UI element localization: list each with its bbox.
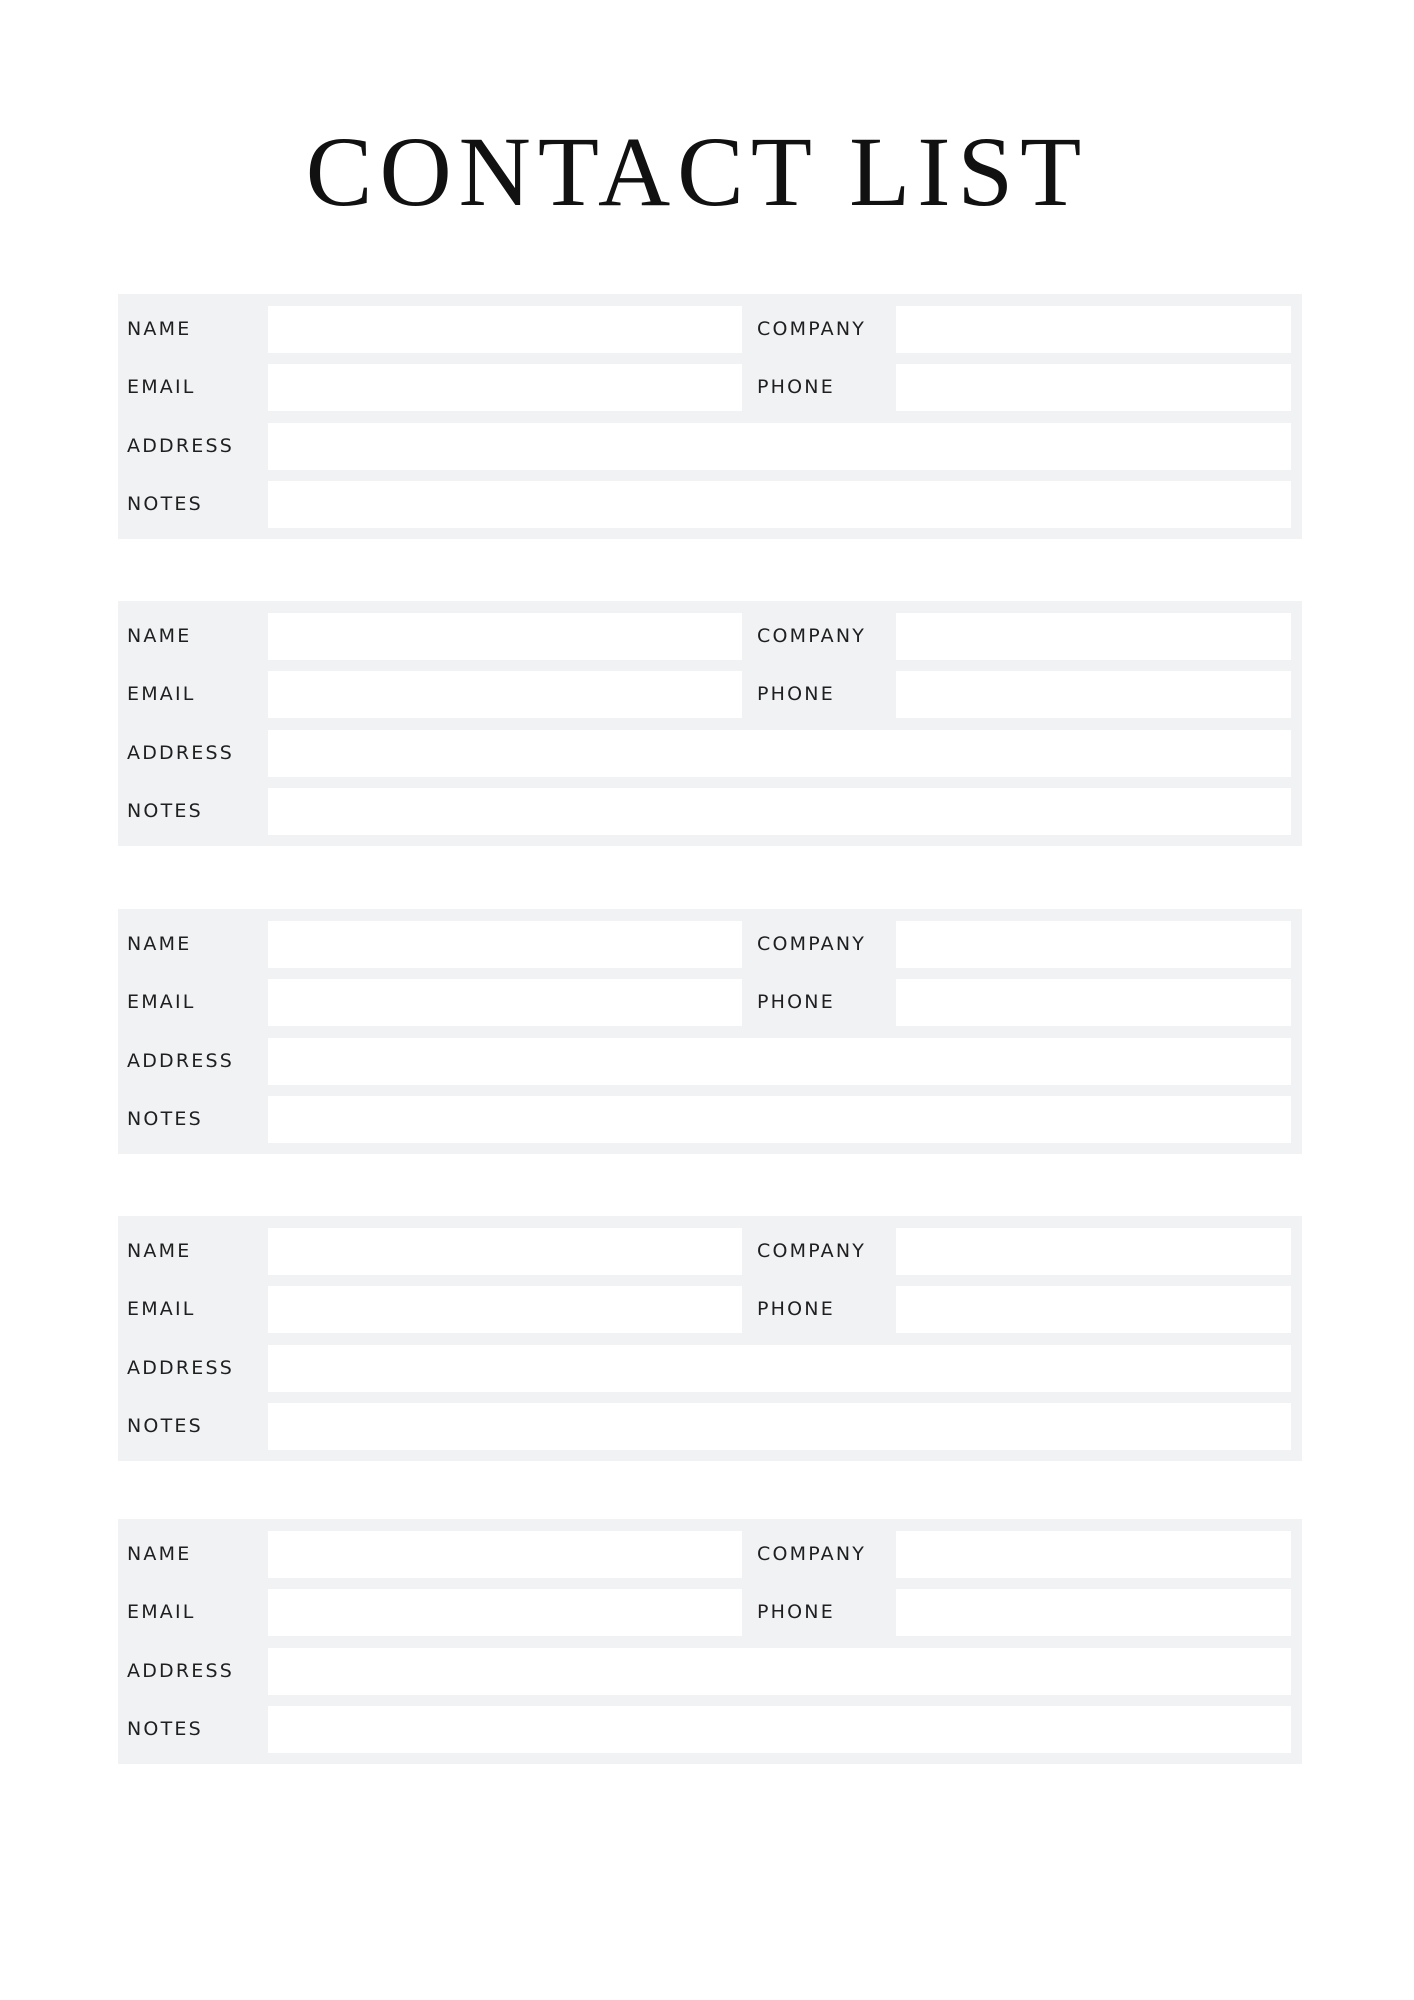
address-row xyxy=(118,1345,1302,1392)
page-title: CONTACT LIST xyxy=(305,116,1089,227)
name-label: NAME xyxy=(127,1543,192,1565)
name-company-row xyxy=(118,1228,1302,1275)
address-label: ADDRESS xyxy=(127,1050,234,1072)
email-label: EMAIL xyxy=(127,683,196,705)
notes-label: NOTES xyxy=(127,1718,203,1740)
name-field[interactable] xyxy=(268,1228,742,1275)
name-field[interactable] xyxy=(268,306,742,353)
address-label: ADDRESS xyxy=(127,1357,234,1379)
notes-label: NOTES xyxy=(127,1415,203,1437)
notes-row xyxy=(118,1096,1302,1143)
email-label: EMAIL xyxy=(127,376,196,398)
address-row xyxy=(118,423,1302,470)
company-label: COMPANY xyxy=(757,1543,867,1565)
address-field[interactable] xyxy=(268,1345,1291,1392)
company-field[interactable] xyxy=(896,1228,1291,1275)
email-field[interactable] xyxy=(268,979,742,1026)
company-field[interactable] xyxy=(896,1531,1291,1578)
email-label: EMAIL xyxy=(127,1601,196,1623)
email-phone-row xyxy=(118,979,1302,1026)
name-company-row xyxy=(118,613,1302,660)
email-phone-row xyxy=(118,1286,1302,1333)
phone-field[interactable] xyxy=(896,979,1291,1026)
company-field[interactable] xyxy=(896,306,1291,353)
phone-label: PHONE xyxy=(757,1601,835,1623)
company-label: COMPANY xyxy=(757,1240,867,1262)
company-field[interactable] xyxy=(896,921,1291,968)
contact-card-3 xyxy=(118,909,1302,1154)
notes-label: NOTES xyxy=(127,1108,203,1130)
phone-label: PHONE xyxy=(757,1298,835,1320)
name-company-row xyxy=(118,921,1302,968)
notes-field[interactable] xyxy=(268,1403,1291,1450)
name-label: NAME xyxy=(127,933,192,955)
address-row xyxy=(118,1648,1302,1695)
company-label: COMPANY xyxy=(757,318,867,340)
name-field[interactable] xyxy=(268,921,742,968)
notes-row xyxy=(118,1403,1302,1450)
email-phone-row xyxy=(118,364,1302,411)
notes-label: NOTES xyxy=(127,493,203,515)
email-label: EMAIL xyxy=(127,991,196,1013)
address-field[interactable] xyxy=(268,1648,1291,1695)
notes-field[interactable] xyxy=(268,788,1291,835)
address-field[interactable] xyxy=(268,1038,1291,1085)
email-phone-row xyxy=(118,671,1302,718)
name-label: NAME xyxy=(127,318,192,340)
address-label: ADDRESS xyxy=(127,1660,234,1682)
name-field[interactable] xyxy=(268,613,742,660)
email-label: EMAIL xyxy=(127,1298,196,1320)
email-field[interactable] xyxy=(268,1589,742,1636)
phone-label: PHONE xyxy=(757,683,835,705)
contact-card-1 xyxy=(118,294,1302,539)
email-field[interactable] xyxy=(268,671,742,718)
name-company-row xyxy=(118,306,1302,353)
phone-field[interactable] xyxy=(896,671,1291,718)
contact-card-2 xyxy=(118,601,1302,846)
address-row xyxy=(118,730,1302,777)
company-label: COMPANY xyxy=(757,625,867,647)
phone-label: PHONE xyxy=(757,376,835,398)
email-phone-row xyxy=(118,1589,1302,1636)
contact-card-5 xyxy=(118,1519,1302,1764)
email-field[interactable] xyxy=(268,364,742,411)
address-field[interactable] xyxy=(268,423,1291,470)
phone-label: PHONE xyxy=(757,991,835,1013)
address-field[interactable] xyxy=(268,730,1291,777)
name-company-row xyxy=(118,1531,1302,1578)
notes-row xyxy=(118,788,1302,835)
name-field[interactable] xyxy=(268,1531,742,1578)
address-label: ADDRESS xyxy=(127,435,234,457)
address-label: ADDRESS xyxy=(127,742,234,764)
address-row xyxy=(118,1038,1302,1085)
name-label: NAME xyxy=(127,625,192,647)
phone-field[interactable] xyxy=(896,1589,1291,1636)
contact-card-4 xyxy=(118,1216,1302,1461)
notes-label: NOTES xyxy=(127,800,203,822)
phone-field[interactable] xyxy=(896,1286,1291,1333)
company-field[interactable] xyxy=(896,613,1291,660)
notes-field[interactable] xyxy=(268,1096,1291,1143)
company-label: COMPANY xyxy=(757,933,867,955)
notes-row xyxy=(118,481,1302,528)
name-label: NAME xyxy=(127,1240,192,1262)
notes-field[interactable] xyxy=(268,481,1291,528)
phone-field[interactable] xyxy=(896,364,1291,411)
notes-row xyxy=(118,1706,1302,1753)
email-field[interactable] xyxy=(268,1286,742,1333)
notes-field[interactable] xyxy=(268,1706,1291,1753)
